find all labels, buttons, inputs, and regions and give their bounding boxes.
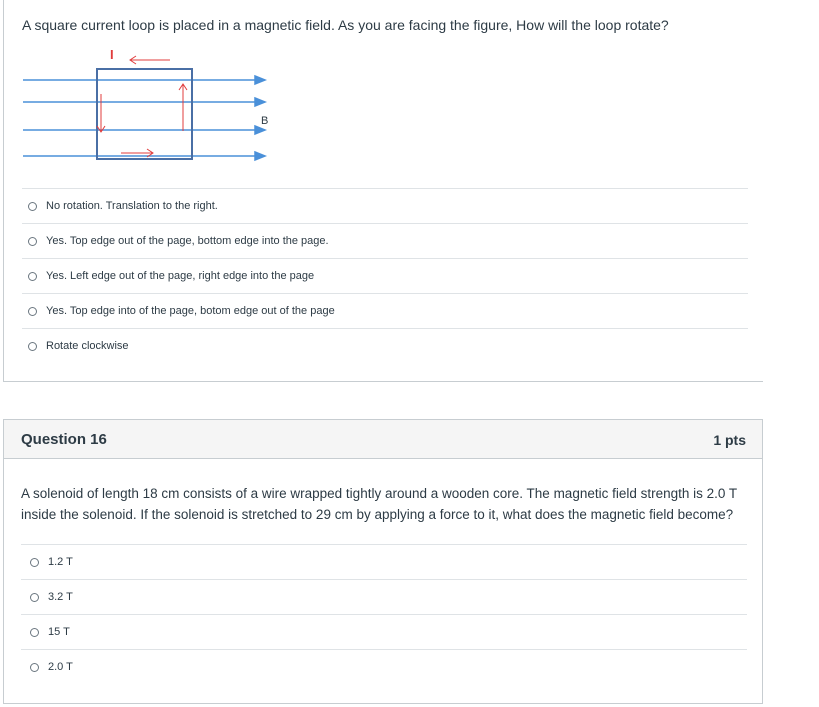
current-loop: [97, 69, 192, 159]
question-16-header: [4, 419, 762, 459]
radio-button[interactable]: [28, 202, 37, 211]
answer-label: 15 T: [48, 626, 70, 638]
radio-button[interactable]: [30, 593, 39, 602]
current-label: I: [110, 47, 114, 62]
radio-button[interactable]: [28, 342, 37, 351]
radio-button[interactable]: [30, 663, 39, 672]
answer-option[interactable]: [22, 328, 748, 363]
answer-label: Rotate clockwise: [46, 340, 129, 352]
radio-button[interactable]: [30, 628, 39, 637]
answer-label: Yes. Top edge out of the page, bottom edge into the page.: [46, 235, 329, 247]
answer-option[interactable]: [22, 258, 748, 293]
radio-button[interactable]: [28, 272, 37, 281]
answer-label: Yes. Top edge into of the page, botom edge out of the page: [46, 305, 335, 317]
magnetic-field-lines: [23, 76, 265, 160]
question-15-answers: [22, 188, 748, 363]
field-label: B: [261, 115, 269, 127]
answer-label: 2.0 T: [48, 661, 73, 673]
question-16-text: A solenoid of length 18 cm consists of a wire wrapped tightly around a wooden core. The magnetic field strength is 2.0 T inside the solenoid. If the solenoid is stretched to 29 cm by applying a force to it, what does the magnetic field become?: [21, 486, 737, 522]
answer-label: Yes. Left edge out of the page, right edge into the page: [46, 270, 315, 282]
question-15-card: [3, 0, 763, 382]
answer-option[interactable]: [21, 649, 747, 684]
answer-option[interactable]: [21, 579, 747, 614]
current-direction-arrows: [97, 56, 187, 157]
radio-button[interactable]: [28, 237, 37, 246]
answer-option[interactable]: [22, 293, 748, 328]
radio-button[interactable]: [30, 558, 39, 567]
answer-label: No rotation. Translation to the right.: [46, 200, 218, 212]
answer-option[interactable]: [22, 188, 748, 223]
answer-option[interactable]: [22, 223, 748, 258]
answer-label: 1.2 T: [48, 556, 73, 568]
question-16-card: [3, 419, 763, 704]
question-title: Question 16: [21, 431, 107, 448]
magnetic-loop-figure: [23, 44, 283, 174]
answer-option[interactable]: [21, 614, 747, 649]
question-15-text: A square current loop is placed in a magnetic field. As you are facing the figure, How will the loop rotate?: [22, 17, 669, 33]
answer-option[interactable]: [21, 544, 747, 579]
radio-button[interactable]: [28, 307, 37, 316]
answer-label: 3.2 T: [48, 591, 73, 603]
question-16-answers: [21, 544, 747, 684]
question-points: 1 pts: [713, 432, 746, 448]
